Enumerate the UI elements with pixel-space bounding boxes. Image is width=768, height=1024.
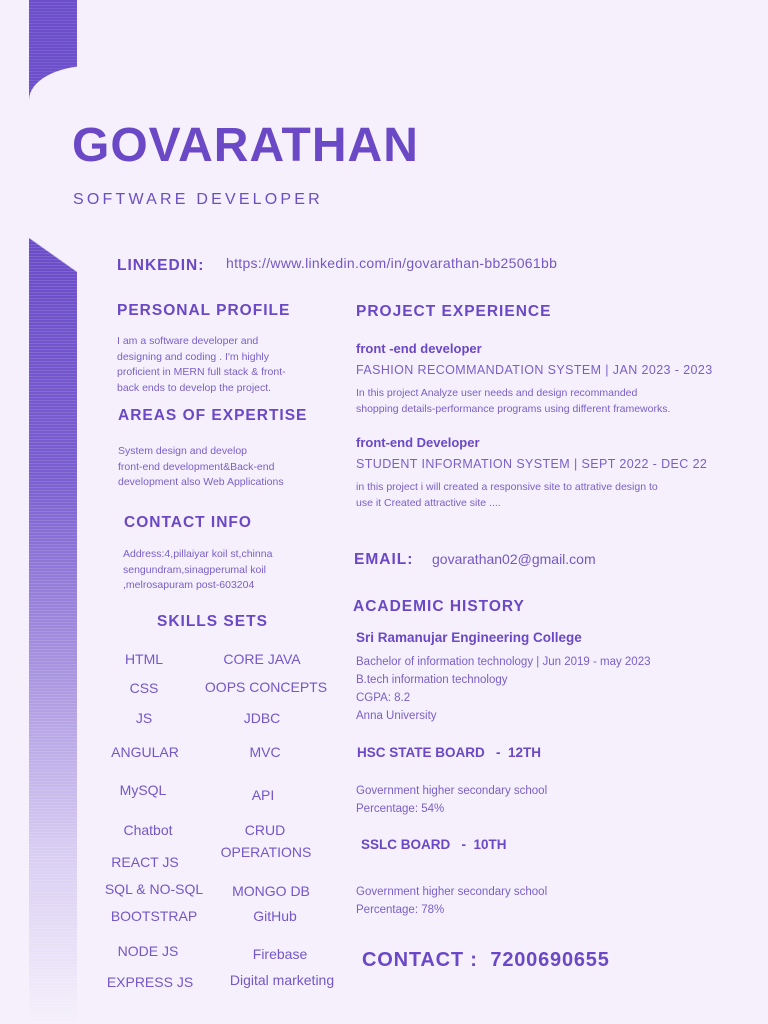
skill-item: GitHub (253, 908, 297, 924)
person-name: GOVARATHAN (72, 119, 419, 172)
project-description (356, 480, 736, 511)
skill-item: REACT JS (111, 854, 179, 870)
project-desc-line: shopping details-performance programs using different frameworks. (356, 402, 671, 415)
skill-item: Chatbot (123, 822, 173, 838)
profile-line: I am a software developer and (117, 335, 259, 347)
hsc-heading: HSC STATE BOARD - 12TH (357, 745, 542, 760)
skill-item: Firebase (252, 946, 308, 962)
college-line: B.tech information technology (356, 674, 508, 686)
skill-item: OPERATIONS (220, 844, 312, 860)
college-details (356, 653, 746, 725)
sslc-line: Percentage: 78% (356, 904, 445, 916)
email-label: EMAIL: (354, 551, 414, 568)
contact-info-heading: CONTACT INFO (124, 514, 252, 531)
hsc-line: Percentage: 54% (356, 803, 445, 815)
skills-heading: SKILLS SETS (157, 613, 268, 630)
college-line: CGPA: 8.2 (356, 692, 411, 704)
college-line: Bachelor of information technology | Jun 2019 - may 2023 (356, 656, 651, 668)
address-line: ,melrosapuram post-603204 (123, 579, 255, 591)
email-link[interactable]: govarathan02@gmail.com (432, 551, 596, 567)
skill-item: HTML (124, 651, 164, 667)
sslc-details (356, 883, 736, 919)
linkedin-link[interactable]: https://www.linkedin.com/in/govarathan-bb25061bb (226, 255, 558, 271)
profile-line: proficient in MERN full stack & front- (117, 366, 286, 378)
decorative-curve-left (29, 238, 77, 272)
skill-item: SQL & NO-SQL (104, 881, 204, 897)
skill-item: EXPRESS JS (106, 974, 194, 990)
expertise-heading: AREAS OF EXPERTISE (118, 407, 308, 424)
project-desc-line: use it Created attractive site .... (356, 496, 501, 509)
address-text (123, 547, 323, 594)
skill-item: ANGULAR (111, 744, 179, 760)
personal-profile-heading: PERSONAL PROFILE (117, 302, 291, 319)
project-desc-line: In this project Analyze user needs and design recommanded (356, 387, 638, 399)
skill-item: JDBC (243, 710, 281, 726)
sslc-line: Government higher secondary school (356, 886, 548, 898)
skill-item: CRUD (244, 822, 286, 838)
decorative-stripe-left (29, 238, 77, 1024)
address-line: Address:4,pillaiyar koil st,chinna (123, 548, 273, 560)
college-line: Anna University (356, 710, 437, 722)
linkedin-label: LINKEDIN: (117, 257, 205, 274)
project-title: STUDENT INFORMATION SYSTEM | SEPT 2022 - DEC 22 (356, 457, 708, 471)
profile-line: designing and coding . I'm highly (117, 350, 270, 363)
skill-item: BOOTSTRAP (110, 908, 198, 924)
personal-profile-text (117, 334, 317, 396)
project-description (356, 386, 736, 417)
expertise-line: development also Web Applications (118, 476, 284, 488)
project-role: front-end Developer (356, 435, 480, 450)
expertise-text (118, 444, 328, 491)
academic-history-heading: ACADEMIC HISTORY (353, 598, 525, 615)
skill-item: JS (135, 710, 153, 726)
project-experience-heading: PROJECT EXPERIENCE (356, 303, 552, 320)
skill-item: NODE JS (117, 943, 179, 959)
skill-item: MySQL (119, 782, 167, 798)
project-title: FASHION RECOMMANDATION SYSTEM | JAN 2023 - 2023 (356, 363, 713, 377)
hsc-details (356, 782, 736, 818)
skill-item: OOPS CONCEPTS (204, 679, 328, 695)
contact-phone: CONTACT : 7200690655 (362, 949, 610, 971)
address-line: sengundram,sinagperumal koil (123, 563, 266, 576)
skill-item: MONGO DB (232, 883, 310, 899)
skill-item: API (251, 787, 275, 803)
project-desc-line: in this project i will created a responsive site to attrative design to (356, 481, 658, 493)
college-name: Sri Ramanujar Engineering College (356, 630, 582, 645)
expertise-line: System design and develop (118, 445, 247, 457)
profile-line: back ends to develop the project. (117, 381, 272, 394)
skill-item: Digital marketing (229, 972, 335, 988)
project-role: front -end developer (356, 341, 482, 356)
job-title: SOFTWARE DEVELOPER (73, 191, 323, 208)
hsc-line: Government higher secondary school (356, 785, 548, 797)
skill-item: CSS (129, 680, 159, 696)
skill-item: MVC (249, 744, 281, 760)
skill-item: CORE JAVA (223, 651, 301, 667)
sslc-heading: SSLC BOARD - 10TH (361, 837, 507, 852)
expertise-line: front-end development&Back-end (118, 460, 275, 473)
